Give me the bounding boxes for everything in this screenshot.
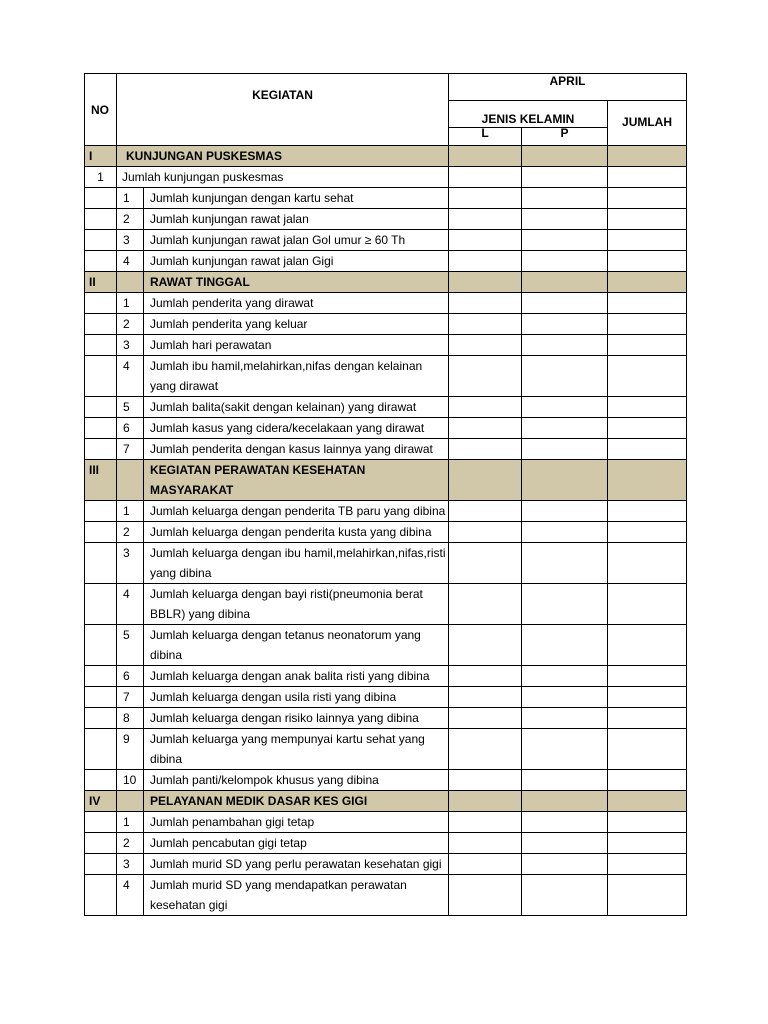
item-text: Jumlah balita(sakit dengan kelainan) yang dirawat [144,397,449,418]
value-p-cell [522,584,608,625]
value-p-cell [522,356,608,397]
value-p-cell [522,625,608,666]
table-row [85,708,687,729]
value-p-cell [522,729,608,770]
value-l-cell [449,625,522,666]
item-number: 6 [117,418,144,439]
item-text: Jumlah kunjungan rawat jalan [144,209,449,230]
table-row [85,501,687,522]
header-kegiatan: KEGIATAN [117,74,449,146]
value-l-cell [449,397,522,418]
item-text: Jumlah penderita dengan kasus lainnya yang dirawat [144,439,449,460]
empty-no-cell [85,854,117,875]
value-l-cell [449,729,522,770]
empty-no-cell [85,397,117,418]
item-number: 2 [117,209,144,230]
item-number: 5 [117,625,144,666]
value-jumlah-cell [608,501,687,522]
value-l-cell [449,584,522,625]
table-row [85,188,687,209]
section-title: RAWAT TINGGAL [144,272,449,293]
value-l-cell [449,439,522,460]
empty-no-cell [85,625,117,666]
value-l-cell [449,501,522,522]
value-l-cell [449,875,522,916]
item-number: 1 [117,501,144,522]
empty-no-cell [85,666,117,687]
section-title: KUNJUNGAN PUSKESMAS [117,146,449,167]
table-row [85,687,687,708]
value-jumlah-cell [608,460,687,501]
empty-no-cell [85,230,117,251]
value-l-cell [449,770,522,791]
value-p-cell [522,875,608,916]
item-text: Jumlah keluarga dengan tetanus neonatorum yang dibina [144,625,449,666]
item-text: Jumlah kasus yang cidera/kecelakaan yang dirawat [144,418,449,439]
item-number: 7 [117,439,144,460]
value-jumlah-cell [608,708,687,729]
value-p-cell [522,833,608,854]
value-l-cell [449,791,522,812]
header-l: L [449,128,522,146]
item-text: Jumlah kunjungan rawat jalan Gol umur ≥ 60 Th [144,230,449,251]
table-row [85,584,687,625]
value-jumlah-cell [608,418,687,439]
item-text: Jumlah penderita yang keluar [144,314,449,335]
value-jumlah-cell [608,812,687,833]
value-l-cell [449,314,522,335]
value-l-cell [449,666,522,687]
table-row [85,729,687,770]
value-p-cell [522,708,608,729]
table-row [85,397,687,418]
item-number: 1 [117,188,144,209]
empty-no-cell [85,687,117,708]
value-p-cell [522,397,608,418]
item-number: 7 [117,687,144,708]
value-p-cell [522,167,608,188]
table-row [85,251,687,272]
item-text: Jumlah ibu hamil,melahirkan,nifas dengan kelainan yang dirawat [144,356,449,397]
value-l-cell [449,687,522,708]
value-jumlah-cell [608,146,687,167]
item-text: Jumlah keluarga yang mempunyai kartu sehat yang dibina [144,729,449,770]
value-l-cell [449,460,522,501]
value-jumlah-cell [608,729,687,770]
item-number: 3 [117,854,144,875]
value-l-cell [449,418,522,439]
item-number: 6 [117,666,144,687]
value-p-cell [522,460,608,501]
value-l-cell [449,543,522,584]
item-text: Jumlah hari perawatan [144,335,449,356]
item-number: 4 [117,875,144,916]
section-row [85,791,687,812]
table-row [85,293,687,314]
value-p-cell [522,209,608,230]
table-row [85,812,687,833]
table-row [85,439,687,460]
value-l-cell [449,188,522,209]
value-jumlah-cell [608,188,687,209]
empty-no-cell [85,356,117,397]
value-p-cell [522,418,608,439]
item-text: Jumlah keluarga dengan risiko lainnya yang dibina [144,708,449,729]
item-number: 2 [117,314,144,335]
table-row [85,230,687,251]
item-number: 1 [117,812,144,833]
table-row [85,854,687,875]
section-row [85,272,687,293]
row-number: 1 [85,167,117,188]
value-l-cell [449,146,522,167]
section-row [85,460,687,501]
value-jumlah-cell [608,522,687,543]
empty-no-cell [85,729,117,770]
value-jumlah-cell [608,791,687,812]
table-row [85,356,687,397]
value-jumlah-cell [608,439,687,460]
item-text: Jumlah keluarga dengan penderita kusta yang dibina [144,522,449,543]
value-p-cell [522,854,608,875]
empty-no-cell [85,439,117,460]
table-row [85,833,687,854]
item-number: 3 [117,335,144,356]
item-number: 3 [117,230,144,251]
item-number: 5 [117,397,144,418]
header-month: APRIL [449,74,687,101]
empty-no-cell [85,293,117,314]
section-number: II [85,272,117,293]
table-row [85,543,687,584]
table-row [85,335,687,356]
table-row [85,209,687,230]
value-jumlah-cell [608,314,687,335]
value-l-cell [449,251,522,272]
value-jumlah-cell [608,584,687,625]
value-jumlah-cell [608,666,687,687]
item-number: 1 [117,293,144,314]
item-text: Jumlah murid SD yang mendapatkan perawatan kesehatan gigi [144,875,449,916]
item-number: 9 [117,729,144,770]
empty-no-cell [85,875,117,916]
header-jumlah: JUMLAH [608,101,687,146]
table-row [85,314,687,335]
value-p-cell [522,335,608,356]
empty-no-cell [85,501,117,522]
value-p-cell [522,146,608,167]
value-l-cell [449,833,522,854]
empty-no-cell [85,188,117,209]
section-subnumber-cell [117,791,144,812]
empty-no-cell [85,770,117,791]
item-number: 2 [117,833,144,854]
value-p-cell [522,293,608,314]
value-l-cell [449,293,522,314]
item-number: 8 [117,708,144,729]
value-l-cell [449,708,522,729]
section-number: IV [85,791,117,812]
value-l-cell [449,854,522,875]
value-l-cell [449,522,522,543]
value-p-cell [522,791,608,812]
value-p-cell [522,687,608,708]
item-text: Jumlah keluarga dengan usila risti yang dibina [144,687,449,708]
value-p-cell [522,501,608,522]
value-jumlah-cell [608,833,687,854]
value-jumlah-cell [608,875,687,916]
value-l-cell [449,167,522,188]
value-l-cell [449,272,522,293]
header-p: P [522,128,608,146]
value-jumlah-cell [608,167,687,188]
report-table [84,73,687,916]
value-jumlah-cell [608,272,687,293]
item-text: Jumlah keluarga dengan anak balita risti yang dibina [144,666,449,687]
value-l-cell [449,356,522,397]
table-row [85,770,687,791]
value-jumlah-cell [608,293,687,314]
section-title: PELAYANAN MEDIK DASAR KES GIGI [144,791,449,812]
header-no: NO [85,74,117,146]
item-text: Jumlah kunjungan dengan kartu sehat [144,188,449,209]
empty-no-cell [85,708,117,729]
value-jumlah-cell [608,687,687,708]
value-p-cell [522,543,608,584]
table-row [85,522,687,543]
empty-no-cell [85,314,117,335]
empty-no-cell [85,335,117,356]
value-jumlah-cell [608,854,687,875]
item-text: Jumlah keluarga dengan penderita TB paru yang dibina [144,501,449,522]
value-p-cell [522,230,608,251]
item-number: 2 [117,522,144,543]
item-number: 10 [117,770,144,791]
value-jumlah-cell [608,209,687,230]
value-jumlah-cell [608,335,687,356]
empty-no-cell [85,543,117,584]
empty-no-cell [85,251,117,272]
empty-no-cell [85,812,117,833]
row-text: Jumlah kunjungan puskesmas [117,167,449,188]
value-p-cell [522,314,608,335]
value-jumlah-cell [608,251,687,272]
table-row [85,666,687,687]
item-number: 4 [117,584,144,625]
value-p-cell [522,272,608,293]
table-row [85,167,687,188]
value-p-cell [522,251,608,272]
section-title: KEGIATAN PERAWATAN KESEHATAN MASYARAKAT [144,460,449,501]
section-subnumber-cell [117,460,144,501]
item-text: Jumlah pencabutan gigi tetap [144,833,449,854]
section-row [85,146,687,167]
value-l-cell [449,230,522,251]
item-number: 4 [117,251,144,272]
section-subnumber-cell [117,272,144,293]
value-jumlah-cell [608,397,687,418]
table-row [85,625,687,666]
value-jumlah-cell [608,356,687,397]
value-jumlah-cell [608,770,687,791]
item-text: Jumlah penambahan gigi tetap [144,812,449,833]
item-number: 3 [117,543,144,584]
item-text: Jumlah keluarga dengan ibu hamil,melahirkan,nifas,risti yang dibina [144,543,449,584]
value-jumlah-cell [608,230,687,251]
value-p-cell [522,522,608,543]
value-p-cell [522,439,608,460]
value-p-cell [522,666,608,687]
value-p-cell [522,770,608,791]
item-text: Jumlah penderita yang dirawat [144,293,449,314]
value-l-cell [449,209,522,230]
item-number: 4 [117,356,144,397]
section-number: III [85,460,117,501]
value-l-cell [449,335,522,356]
value-jumlah-cell [608,625,687,666]
value-p-cell [522,188,608,209]
value-l-cell [449,812,522,833]
table-row [85,418,687,439]
empty-no-cell [85,522,117,543]
header-jenis-kelamin: JENIS KELAMIN [449,101,608,128]
empty-no-cell [85,833,117,854]
item-text: Jumlah keluarga dengan bayi risti(pneumonia berat BBLR) yang dibina [144,584,449,625]
item-text: Jumlah panti/kelompok khusus yang dibina [144,770,449,791]
item-text: Jumlah murid SD yang perlu perawatan kesehatan gigi [144,854,449,875]
empty-no-cell [85,584,117,625]
value-p-cell [522,812,608,833]
item-text: Jumlah kunjungan rawat jalan Gigi [144,251,449,272]
table-row [85,875,687,916]
section-number: I [85,146,117,167]
empty-no-cell [85,209,117,230]
empty-no-cell [85,418,117,439]
value-jumlah-cell [608,543,687,584]
